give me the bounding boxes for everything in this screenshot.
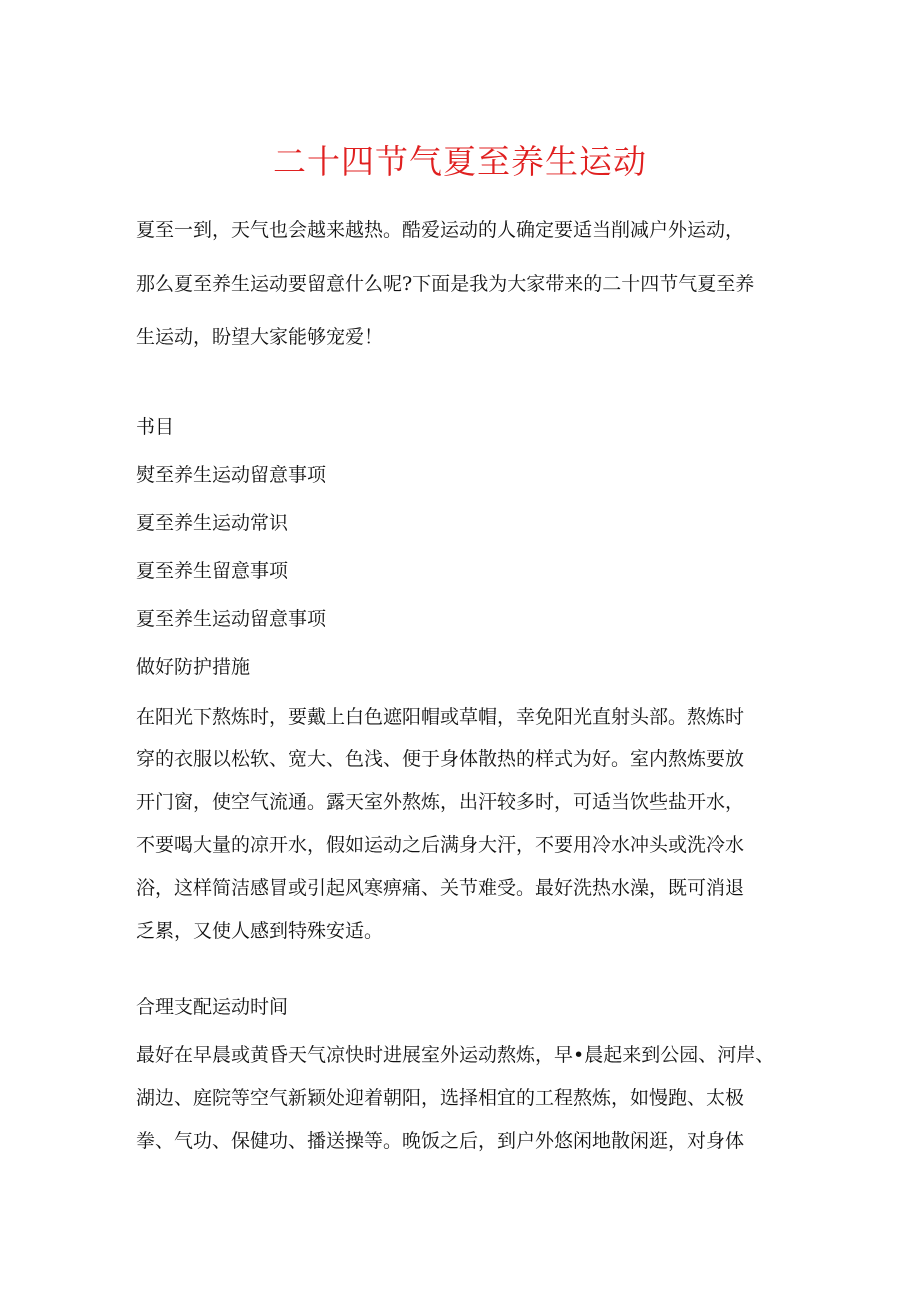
paragraph-line: 拳、气功、保健功、播送操等。晚饭之后，到户外悠闲地散闲逛，对身体 — [136, 1130, 745, 1152]
paragraph-line: 湖边、庭院等空气新颖处迎着朝阳，选择相宜的工程熬炼，如慢跑、太极 — [136, 1087, 745, 1109]
intro-line: 生运动，盼望大家能够宠爱！ — [136, 326, 384, 348]
subsection-heading: 合理支配运动时间 — [136, 996, 289, 1018]
toc-item[interactable]: 熨至养生运动留意事项 — [136, 464, 327, 486]
section-heading: 夏至养生运动留意事项 — [136, 608, 327, 630]
paragraph-line: 乏累，又使人感到特殊安适。 — [136, 920, 384, 942]
subsection-heading: 做好防护措施 — [136, 656, 251, 678]
toc-item[interactable]: 夏至养生运动常识 — [136, 512, 289, 534]
paragraph-line: 最好在早晨或黄昏天气凉快时进展室外运动熬炼，早•晨起来到公园、河岸、 — [136, 1044, 775, 1066]
paragraph-line: 穿的衣服以松软、宽大、色浅、便于身体散热的样式为好。室内熬炼要放 — [136, 748, 745, 770]
paragraph-line: 在阳光下熬炼时，要戴上白色遮阳帽或草帽，幸免阳光直射头部。熬炼时 — [136, 706, 745, 728]
paragraph-line: 浴，这样简洁感冒或引起风寒痹痛、关节难受。最好洗热水澡，既可消退 — [136, 877, 745, 899]
intro-line: 那么夏至养生运动要留意什么呢?下面是我为大家带来的二十四节气夏至养 — [136, 273, 755, 295]
intro-line: 夏至一到，天气也会越来越热。酷爱运动的人确定要适当削减户外运动， — [136, 219, 745, 241]
paragraph-line: 不要喝大量的凉开水，假如运动之后满身大汗，不要用冷水冲头或洗冷水 — [136, 834, 745, 856]
paragraph-line: 开门窗，使空气流通。露天室外熬炼，出汗较多时，可适当饮些盐开水， — [136, 791, 745, 813]
document-title: 二十四节气夏至养生运动 — [273, 142, 647, 181]
toc-item[interactable]: 夏至养生留意事项 — [136, 560, 289, 582]
toc-heading: 书目 — [136, 416, 175, 438]
